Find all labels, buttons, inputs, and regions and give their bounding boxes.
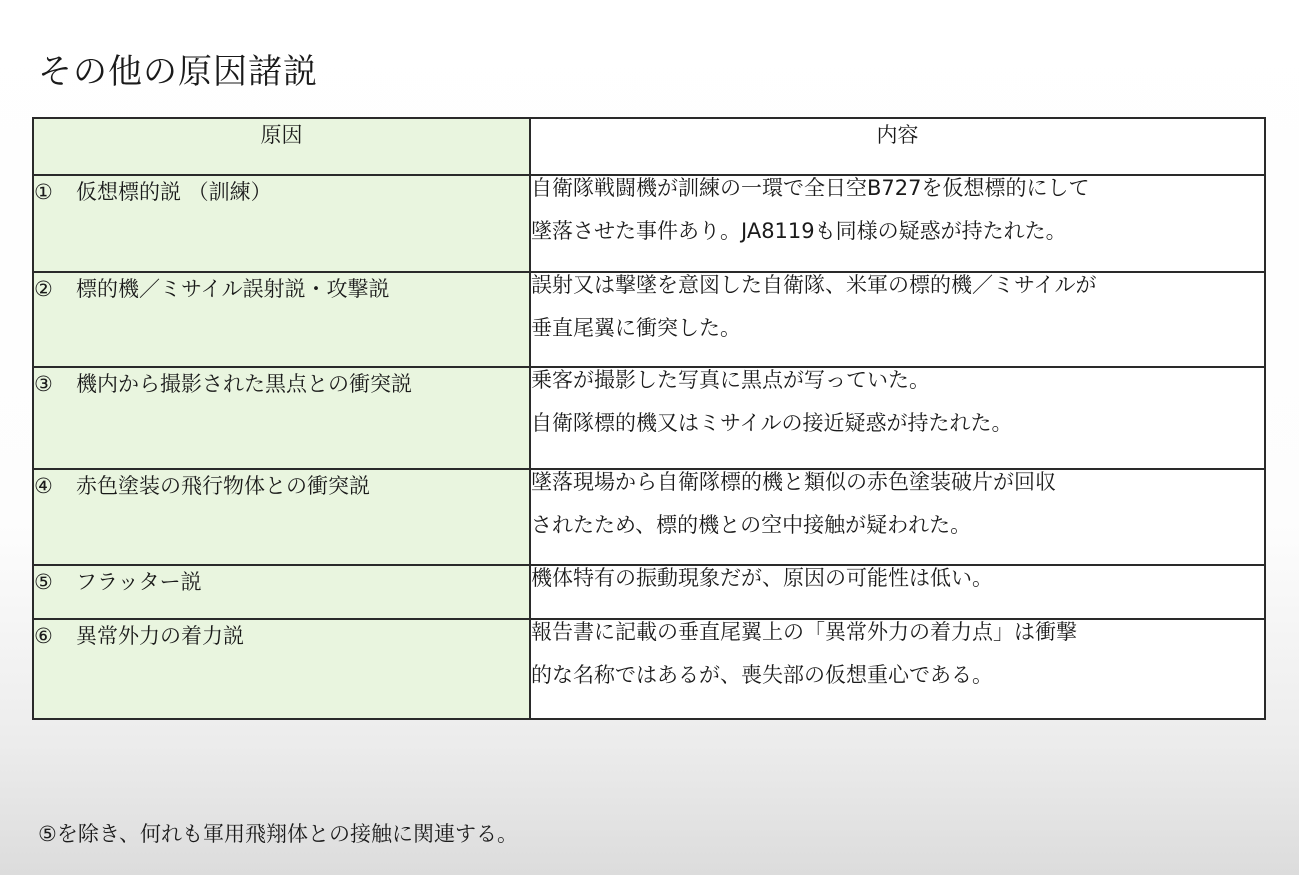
content-line: 機体特有の振動現象だが、原因の可能性は低い。	[531, 566, 993, 590]
table-row	[33, 175, 1265, 272]
row-number: ①	[34, 180, 53, 204]
content-cell	[530, 619, 1265, 719]
content-line: 的な名称ではあるが、喪失部の仮想重心である。	[531, 663, 993, 687]
header-cause: 原因	[33, 118, 530, 175]
cause-cell	[33, 175, 530, 272]
content-line: 墜落させた事件あり。JA8119も同様の疑惑が持たれた。	[531, 219, 1067, 243]
content-cell	[530, 367, 1265, 469]
cause-text: 機内から撮影された黒点との衝突説	[76, 372, 412, 396]
content-line: 墜落現場から自衛隊標的機と類似の赤色塗装破片が回収	[531, 470, 1056, 494]
header-content: 内容	[530, 118, 1265, 175]
table-row	[33, 367, 1265, 469]
cause-cell	[33, 619, 530, 719]
content-line: 自衛隊標的機又はミサイルの接近疑惑が持たれた。	[531, 411, 1013, 435]
footnote: ⑤を除き、何れも軍用飛翔体との接触に関連する。	[38, 822, 518, 846]
content-line: 誤射又は撃墜を意図した自衛隊、米軍の標的機／ミサイルが	[531, 273, 1097, 297]
row-number: ⑤	[34, 570, 53, 594]
cause-cell	[33, 469, 530, 565]
content-line: 乗客が撮影した写真に黒点が写っていた。	[531, 368, 930, 392]
content-line: 報告書に記載の垂直尾翼上の「異常外力の着力点」は衝撃	[531, 620, 1077, 644]
cause-text: 異常外力の着力説	[76, 624, 244, 648]
row-number: ③	[34, 372, 53, 396]
content-line: 垂直尾翼に衝突した。	[531, 316, 741, 340]
page-title: その他の原因諸説	[38, 52, 318, 92]
content-line: されたため、標的機との空中接触が疑われた。	[531, 513, 972, 537]
row-number: ⑥	[34, 624, 53, 648]
content-line: 自衛隊戦闘機が訓練の一環で全日空B727を仮想標的にして	[531, 176, 1090, 200]
causes-table	[32, 117, 1266, 720]
cause-text: 標的機／ミサイル誤射説・攻撃説	[76, 277, 390, 301]
table-row	[33, 272, 1265, 367]
cause-cell	[33, 272, 530, 367]
cause-cell	[33, 367, 530, 469]
cause-text: 赤色塗装の飛行物体との衝突説	[76, 474, 370, 498]
cause-text: フラッター説	[76, 570, 202, 594]
row-number: ④	[34, 474, 53, 498]
content-cell	[530, 175, 1265, 272]
row-number: ②	[34, 277, 53, 301]
table-row	[33, 469, 1265, 565]
cause-text: 仮想標的説 （訓練）	[76, 180, 272, 204]
cause-cell	[33, 565, 530, 619]
content-cell	[530, 272, 1265, 367]
content-cell	[530, 469, 1265, 565]
table-row	[33, 619, 1265, 719]
